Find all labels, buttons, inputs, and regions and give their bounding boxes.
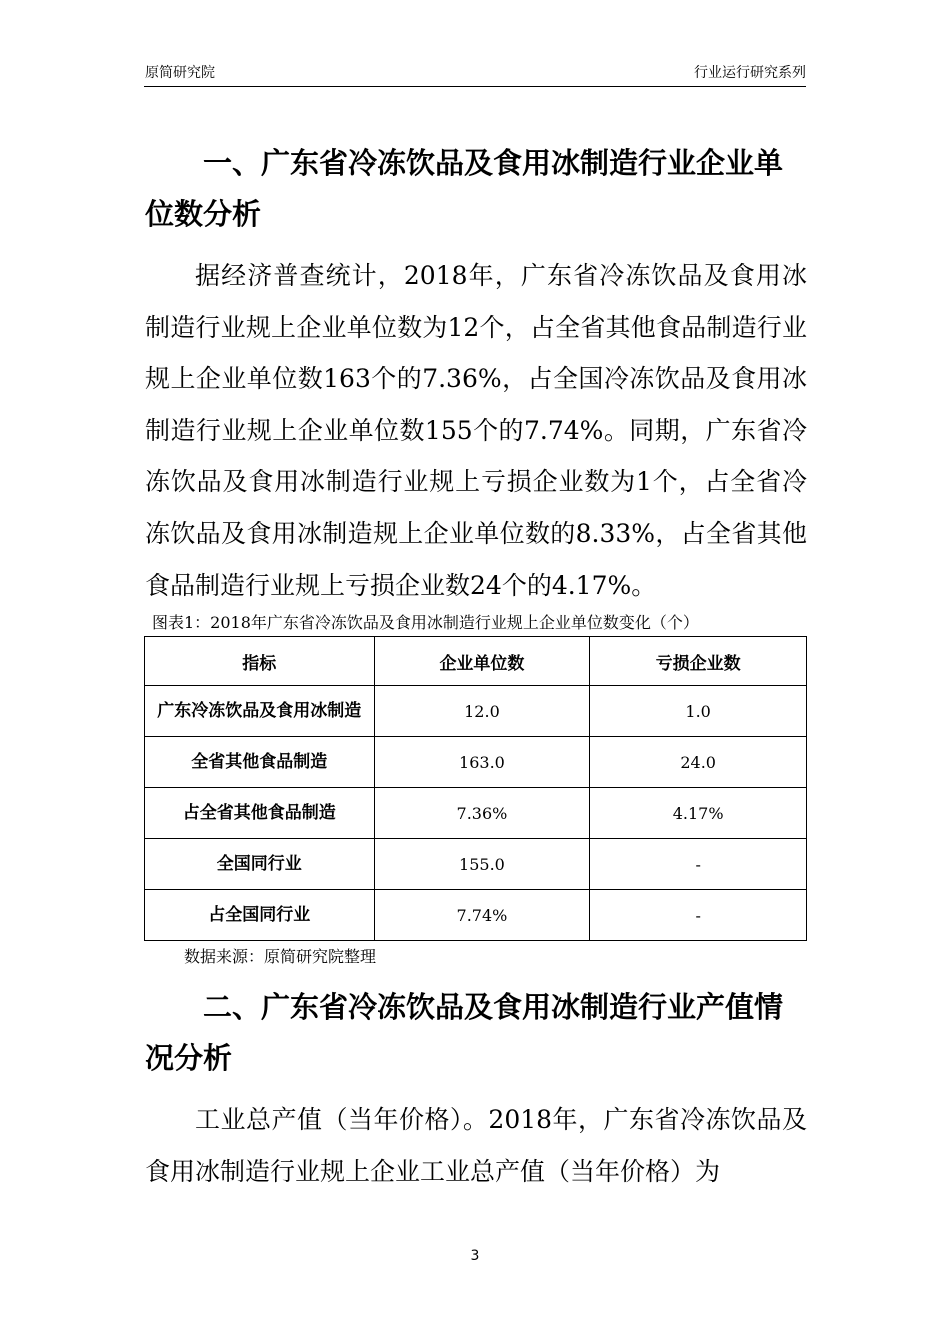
table-row — [145, 737, 807, 788]
table-source-note: 数据来源：原简研究院整理 — [184, 947, 377, 966]
table-row — [145, 890, 807, 941]
cell-units: 7.36% — [374, 788, 590, 839]
row-label: 全省其他食品制造 — [145, 737, 375, 788]
cell-loss: - — [590, 890, 807, 941]
enterprise-units-table — [144, 636, 807, 941]
row-label: 占全国同行业 — [145, 890, 375, 941]
section-1-heading: 一、广东省冷冻饮品及食用冰制造行业企业单位数分析 — [145, 146, 784, 231]
cell-units: 12.0 — [374, 686, 590, 737]
cell-loss: 24.0 — [590, 737, 807, 788]
table-row — [145, 788, 807, 839]
cell-loss: - — [590, 839, 807, 890]
row-label: 全国同行业 — [145, 839, 375, 890]
col-header-indicator: 指标 — [145, 637, 375, 686]
cell-loss: 4.17% — [590, 788, 807, 839]
page-number: 3 — [470, 1248, 480, 1264]
col-header-units: 企业单位数 — [374, 637, 590, 686]
row-label: 占全省其他食品制造 — [145, 788, 375, 839]
header-divider — [144, 86, 806, 87]
cell-units: 163.0 — [374, 737, 590, 788]
header-left-title: 原简研究院 — [145, 65, 215, 81]
section-2-paragraph: 工业总产值（当年价格）。2018年，广东省冷冻饮品及食用冰制造行业规上企业工业总产值（当年价格）为 — [145, 1105, 807, 1186]
table-header-row — [145, 637, 807, 686]
row-label: 广东冷冻饮品及食用冰制造 — [145, 686, 375, 737]
header-right-title: 行业运行研究系列 — [694, 65, 806, 81]
col-header-loss: 亏损企业数 — [590, 637, 807, 686]
table-row — [145, 686, 807, 737]
table-caption: 图表1：2018年广东省冷冻饮品及食用冰制造行业规上企业单位数变化（个） — [152, 613, 699, 632]
cell-units: 155.0 — [374, 839, 590, 890]
cell-loss: 1.0 — [590, 686, 807, 737]
section-1-paragraph: 据经济普查统计，2018年，广东省冷冻饮品及食用冰制造行业规上企业单位数为12个，占全省其他食品制造行业规上企业单位数163个的7.36%，占全国冷冻饮品及食用冰制造行业规上企业单位数155个的7.74%。同期，广东省冷冻饮品及食用冰制造行业规上亏损企业数为1个，占全省冷冻饮品及食用冰制造规上企业单位数的8.33%，占全省其他食品制造行业规上亏损企业数24个的4.17%。 — [145, 261, 807, 600]
section-2-heading: 二、广东省冷冻饮品及食用冰制造行业产值情况分析 — [145, 990, 784, 1075]
table-row — [145, 839, 807, 890]
cell-units: 7.74% — [374, 890, 590, 941]
